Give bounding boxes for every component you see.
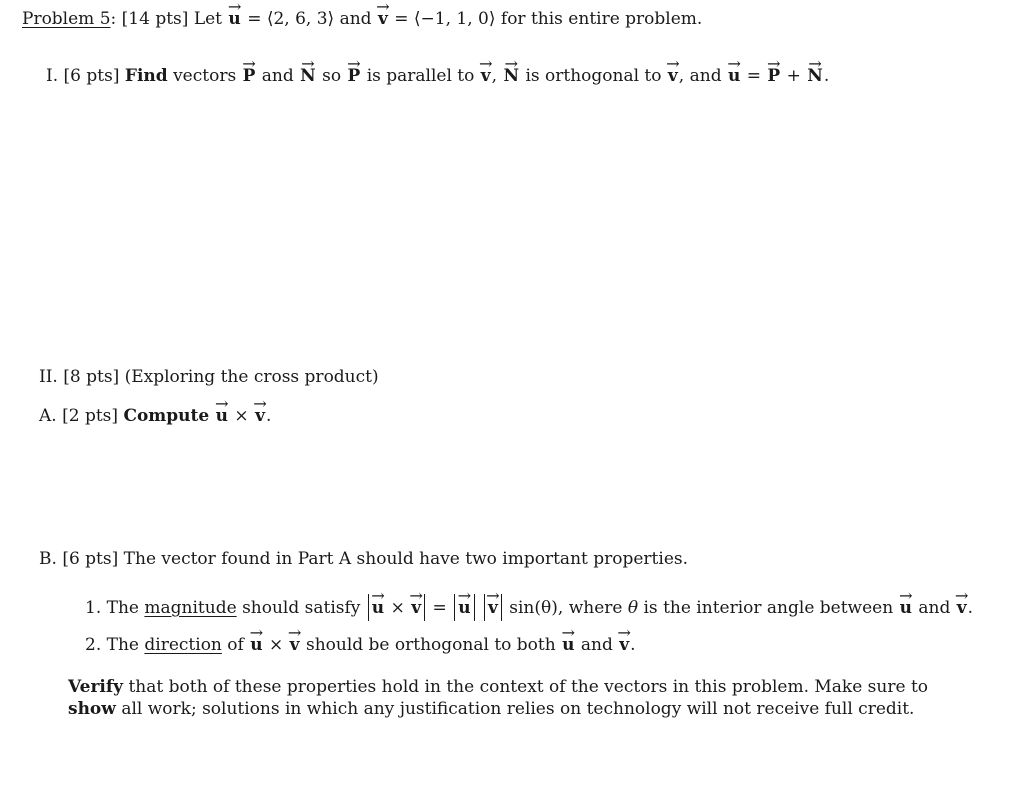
part-B-item-2: 2. The direction of → u × → v should be orthogonal to both → u and → v. — [85, 635, 636, 655]
part-II-heading: II. [8 pts] (Exploring the cross product) — [39, 367, 379, 387]
vector-v: → v — [377, 9, 389, 29]
magnitude-term: magnitude — [144, 598, 237, 618]
problem-label: Problem 5 — [22, 9, 111, 29]
u-value: = ⟨2, 6, 3⟩ — [247, 9, 335, 29]
vector-u: → u — [227, 9, 241, 29]
direction-term: direction — [144, 635, 222, 655]
part-B-item-1: 1. The magnitude should satisfy → u × → v = → u → v sin(θ), where θ is the interior angle between → u and → v. — [85, 594, 973, 621]
verify-instructions: Verify that both of these properties hold in the context of the vectors in this problem. Make sure to show all work; solutions in which any justification relies on technology will not receive full credit. — [68, 677, 929, 719]
part-I-question: I. [6 pts] Find vectors → P and → N so → P is parallel to → v, → N is orthogonal to → v, and → u = → P + → N. — [46, 66, 829, 86]
problem-points: [14 pts] — [121, 9, 189, 29]
v-value: = ⟨−1, 1, 0⟩ — [394, 9, 496, 29]
problem-header: Problem 5: [14 pts] Let → u = ⟨2, 6, 3⟩ and → v = ⟨−1, 1, 0⟩ for this entire problem. — [22, 9, 702, 29]
part-A-question: A. [2 pts] Compute → u × → v. — [39, 406, 271, 426]
part-B-intro: B. [6 pts] The vector found in Part A should have two important properties. — [39, 549, 689, 569]
